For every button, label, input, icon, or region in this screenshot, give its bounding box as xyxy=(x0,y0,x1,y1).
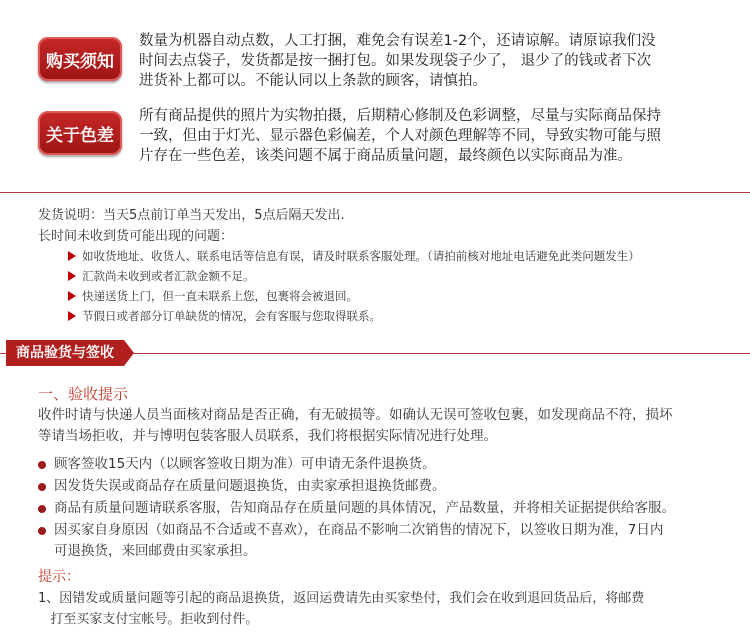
shipping-line-1: 发货说明：当天5点前订单当天发出，5点后隔天发出. xyxy=(38,208,345,223)
text-line: 1、因错发或质量问题等引起的商品退换货，返回运费请先由买家垫付，我们会在收到退回货品后，将邮费 xyxy=(38,591,645,606)
issue-text: 快递送货上门，但一直未联系上您，包裹将会被退回。 xyxy=(82,289,358,303)
text-line: 所有商品提供的照片为实物拍摄，后期精心修制及色彩调整，尽量与实际商品保持 xyxy=(139,108,661,124)
inspection-point xyxy=(38,454,728,475)
shipping-issue-item xyxy=(68,248,640,264)
shipping-issue-item xyxy=(68,288,358,304)
section-tab-label: 商品验货与签收 xyxy=(6,340,124,366)
triangle-bullet-icon xyxy=(68,271,76,281)
text-line: 数量为机器自动点数，人工打捆，难免会有误差1-2个，还请谅解。请原谅我们没 xyxy=(139,33,656,49)
point-text xyxy=(54,520,663,562)
issue-text: 汇款尚未收到或者汇款金额不足。 xyxy=(82,269,255,283)
text-line: 进货补上都可以。不能认同以上条款的顾客，请慎拍。 xyxy=(139,73,487,89)
inspection-heading: 一、验收提示 xyxy=(38,385,129,403)
dot-bullet-icon xyxy=(38,505,46,513)
text-line: 片存在一些色差，该类问题不属于商品质量问题，最终颜色以实际商品为准。 xyxy=(139,148,632,164)
shipping-issue-item xyxy=(68,308,381,324)
triangle-bullet-icon xyxy=(68,291,76,301)
point-line: 可退换货，来回邮费由买家承担。 xyxy=(54,543,257,559)
text-line: 收件时请与快递人员当面核对商品是否正确，有无破损等。如确认无误可签收包裹，如发现商品不符，损坏 xyxy=(38,407,673,423)
purchase-notice-text xyxy=(139,31,719,91)
point-text: 因发货失误或商品存在质量问题退换货，由卖家承担退换货邮费。 xyxy=(54,478,446,494)
dot-bullet-icon xyxy=(38,483,46,491)
point-text: 顾客签收15天内（以顾客签收日期为准）可申请无条件退换货。 xyxy=(54,456,436,472)
text-line: 等请当场拒收，并与博明包装客服人员联系，我们将根据实际情况进行处理。 xyxy=(38,428,497,444)
purchase-notice-badge: 购买须知 xyxy=(38,37,122,81)
color-difference-badge: 关于色差 xyxy=(38,111,122,155)
dot-bullet-icon xyxy=(38,461,46,469)
inspection-point xyxy=(38,498,728,519)
tip-heading: 提示： xyxy=(38,569,80,585)
inspection-point xyxy=(38,476,728,497)
text-line: 时间去点袋子，发货都是按一捆打包。如果发现袋子少了， 退少了的钱或者下次 xyxy=(139,53,652,69)
divider xyxy=(0,192,750,193)
point-line: 因买家自身原因（如商品不合适或不喜欢），在商品不影响二次销售的情况下，以签收日期为准，7日内 xyxy=(54,522,664,538)
point-text: 商品有质量问题请联系客服，告知商品存在质量问题的具体情况，产品数量，并将相关证据提供给客服。 xyxy=(54,500,675,516)
text-line: 一致，但由于灯光、显示器色彩偏差，个人对颜色理解等不同，导致实物可能与照 xyxy=(139,128,661,144)
text-line: 打至买家支付宝帐号。拒收到付件。 xyxy=(38,612,259,627)
issue-text: 节假日或者部分订单缺货的情况，会有客服与您取得联系。 xyxy=(82,309,381,323)
inspection-section-header xyxy=(0,340,750,366)
shipping-line-2: 长时间未收到货可能出现的问题： xyxy=(38,229,234,244)
inspection-point xyxy=(38,520,728,562)
triangle-bullet-icon xyxy=(68,251,76,261)
dot-bullet-icon xyxy=(38,527,46,535)
tip-text xyxy=(38,588,718,630)
issue-text: 如收货地址、收货人、联系电话等信息有误，请及时联系客服处理。（请拍前核对地址电话避免此类问题发生） xyxy=(82,249,640,263)
shipping-issue-item xyxy=(68,268,255,284)
triangle-bullet-icon xyxy=(68,311,76,321)
inspection-intro xyxy=(38,405,718,447)
color-difference-text xyxy=(139,106,719,166)
